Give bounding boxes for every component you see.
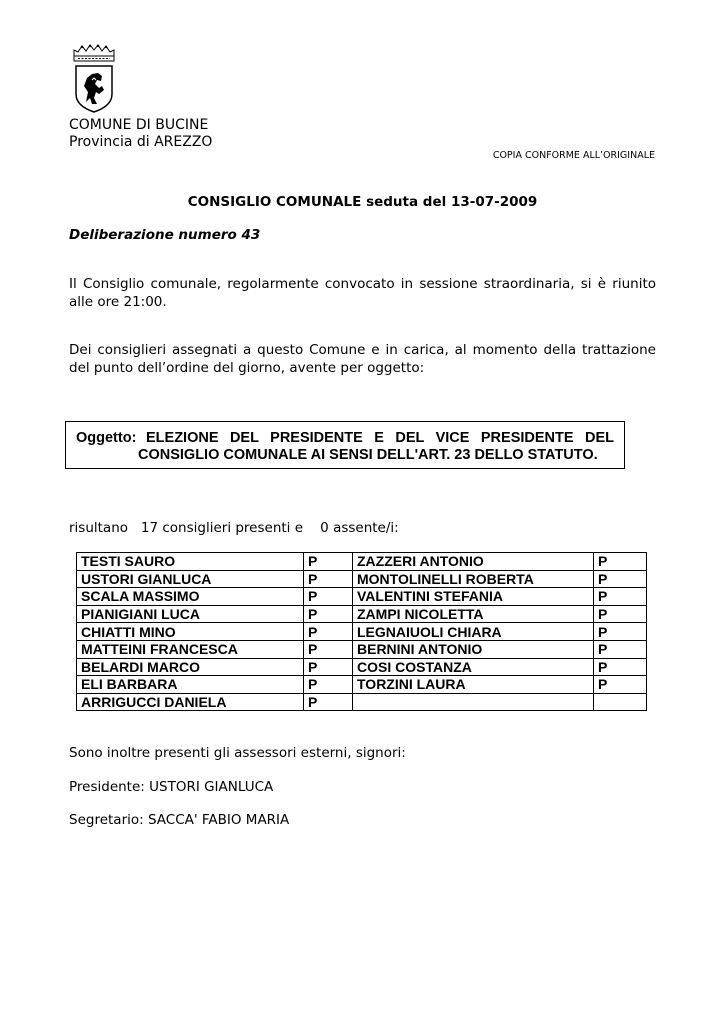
presence-status: P <box>304 553 353 571</box>
consigliere-name: MONTOLINELLI ROBERTA <box>353 570 594 588</box>
presence-status: P <box>594 605 647 623</box>
presence-status: P <box>594 553 647 571</box>
consigliere-name: BELARDI MARCO <box>77 658 304 676</box>
assessori-note: Sono inoltre presenti gli assessori esterni, signori: <box>69 745 406 761</box>
consigliere-name: COSI COSTANZA <box>353 658 594 676</box>
presence-status: P <box>594 570 647 588</box>
consigliere-name: TORZINI LAURA <box>353 676 594 694</box>
consigliere-name: LEGNAIUOLI CHIARA <box>353 623 594 641</box>
paragraph-line: alle ore 21:00. <box>69 294 167 310</box>
consigliere-name: VALENTINI STEFANIA <box>353 588 594 606</box>
consigliere-name: ARRIGUCCI DANIELA <box>77 693 304 711</box>
presence-status: P <box>304 623 353 641</box>
consigliere-name: CHIATTI MINO <box>77 623 304 641</box>
table-row <box>77 570 647 588</box>
presence-status: P <box>304 658 353 676</box>
presidente-line: Presidente: USTORI GIANLUCA <box>69 779 274 795</box>
oggetto-text-line2: CONSIGLIO COMUNALE AI SENSI DELL'ART. 23 DELLO STATUTO. <box>138 447 598 463</box>
consigliere-name: ZAZZERI ANTONIO <box>353 553 594 571</box>
consigliere-name: ZAMPI NICOLETTA <box>353 605 594 623</box>
table-row <box>77 658 647 676</box>
table-row <box>77 640 647 658</box>
presence-status: P <box>594 658 647 676</box>
coat-of-arms-icon <box>68 42 120 114</box>
consigliere-name <box>353 693 594 711</box>
table-row <box>77 553 647 571</box>
presence-status: P <box>304 676 353 694</box>
paragraph-convocazione <box>69 275 656 311</box>
oggetto-text-line1: ELEZIONE DEL PRESIDENTE E DEL VICE PRESIDENTE DEL <box>146 430 614 446</box>
paragraph-line: Il Consiglio comunale, regolarmente convocato in sessione straordinaria, si è riunito <box>69 276 656 292</box>
presence-status <box>594 693 647 711</box>
table-row <box>77 676 647 694</box>
session-title: CONSIGLIO COMUNALE seduta del 13-07-2009 <box>187 194 538 210</box>
paragraph-line: Dei consiglieri assegnati a questo Comune e in carica, al momento della trattazione <box>69 342 656 358</box>
paragraph-line: del punto dell’ordine del giorno, avente per oggetto: <box>69 360 425 376</box>
paragraph-consiglieri <box>69 341 656 377</box>
provincia-name: Provincia di AREZZO <box>69 134 213 150</box>
presence-status: P <box>304 693 353 711</box>
deliberazione-number: Deliberazione numero 43 <box>69 227 261 243</box>
presence-status: P <box>594 588 647 606</box>
presenze-summary: risultano 17 consiglieri presenti e 0 assente/i: <box>69 520 399 536</box>
presence-status: P <box>304 605 353 623</box>
presence-status: P <box>594 640 647 658</box>
segretario-line: Segretario: SACCA' FABIO MARIA <box>69 812 290 828</box>
consigliere-name: TESTI SAURO <box>77 553 304 571</box>
consigliere-name: BERNINI ANTONIO <box>353 640 594 658</box>
consigliere-name: USTORI GIANLUCA <box>77 570 304 588</box>
copia-conforme-note: COPIA CONFORME ALL’ORIGINALE <box>492 150 655 161</box>
presence-status: P <box>594 623 647 641</box>
presence-status: P <box>304 640 353 658</box>
consigliere-name: SCALA MASSIMO <box>77 588 304 606</box>
consiglieri-table <box>76 552 647 711</box>
presence-status: P <box>304 570 353 588</box>
table-row <box>77 605 647 623</box>
consigliere-name: ELI BARBARA <box>77 676 304 694</box>
consiglieri-table-body <box>77 553 647 711</box>
oggetto-box <box>65 421 625 469</box>
consigliere-name: PIANIGIANI LUCA <box>77 605 304 623</box>
table-row <box>77 623 647 641</box>
table-row <box>77 588 647 606</box>
oggetto-label: Oggetto: <box>76 430 137 446</box>
presence-status: P <box>304 588 353 606</box>
comune-name: COMUNE DI BUCINE <box>69 117 209 133</box>
consigliere-name: MATTEINI FRANCESCA <box>77 640 304 658</box>
presence-status: P <box>594 676 647 694</box>
table-row <box>77 693 647 711</box>
